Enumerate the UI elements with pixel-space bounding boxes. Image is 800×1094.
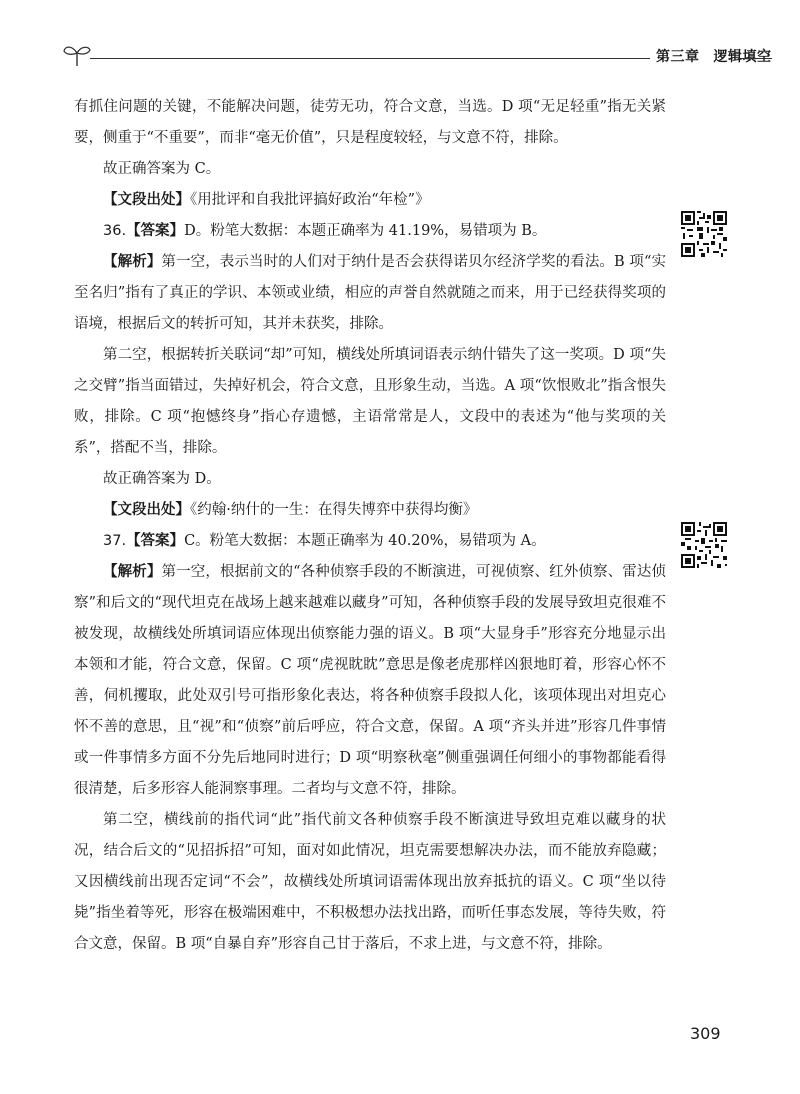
source-text: 《约翰·纳什的一生：在得失博弈中获得均衡》	[190, 502, 478, 518]
analysis-tag: 【解析】	[103, 254, 162, 270]
source-tag: 【文段出处】	[103, 502, 190, 518]
source-text: 《用批评和自我批评搞好政治“年检”》	[190, 192, 430, 208]
question-number: 36.	[103, 223, 127, 239]
header-rule	[90, 58, 650, 59]
answer-text: D。粉笔大数据：本题正确率为 41.19%，易错项为 B。	[184, 223, 547, 239]
paragraph: 有抓住问题的关键，不能解决问题，徒劳无功，符合文意，当选。D 项“无足轻重”指无关紧要，侧重于“不重要”，而非“毫无价值”，只是程度较轻，与文意不符，排除。	[74, 99, 666, 146]
answer-tag: 【答案】	[126, 533, 185, 549]
source-paragraph	[74, 185, 666, 216]
qr-code-icon[interactable]	[681, 522, 727, 568]
answer-text: C。粉笔大数据：本题正确率为 40.20%，易错项为 A。	[184, 533, 546, 549]
chapter-title: 逻辑填空	[713, 49, 772, 65]
running-header	[60, 38, 772, 78]
paragraph: 故正确答案为 D。	[103, 471, 221, 487]
analysis-paragraph	[74, 557, 666, 805]
analysis-paragraph	[74, 247, 666, 340]
paragraph: 第二空，横线前的指代词“此”指代前文各种侦察手段不断演进导致坦克难以藏身的状况，结合后文的“见招拆招”可知，面对如此情况，坦克需要想解决办法，而不能放弃隐藏；又因横线前出现否定词“不会”，故横线处所填词语需体现出放弃抵抗的语义。C 项“坐以待毙”指坐着等死，形容在极端困难中，不积极想办法找出路，而听任事态发展，等待失败，符合文意，保留。B 项“自暴自弃”形容自己甘于落后，不求上进，与文意不符，排除。	[74, 812, 666, 952]
analysis-text: 第一空，表示当时的人们对于纳什是否会获得诺贝尔经济学奖的看法。B 项“实至名归”指有了真正的学识、本领或业绩，相应的声誉自然就随之而来，用于已经获得奖项的语境，根据后文的转折可知，其并未获奖，排除。	[74, 254, 666, 332]
answer-paragraph	[74, 526, 666, 557]
source-paragraph	[74, 495, 666, 526]
page-number: 309	[690, 1024, 721, 1043]
header-rule-right	[738, 58, 772, 59]
sprout-icon	[62, 42, 92, 68]
paragraph: 故正确答案为 C。	[103, 161, 221, 177]
page-body	[74, 92, 666, 960]
answer-tag: 【答案】	[126, 223, 185, 239]
chapter-label	[656, 46, 772, 66]
qr-code-icon[interactable]	[681, 211, 727, 257]
analysis-text: 第一空，根据前文的“各种侦察手段的不断演进，可视侦察、红外侦察、雷达侦察”和后文的“现代坦克在战场上越来越难以藏身”可知，各种侦察手段的发展导致坦克很难不被发现，故横线处所填词语应体现出侦察能力强的语义。B 项“大显身手”形容充分地显示出本领和才能，符合文意，保留。C 项“虎视眈眈”意思是像老虎那样凶狠地盯着，形容心怀不善，伺机攫取，此处双引号可指形象化表达，将各种侦察手段拟人化，该项体现出对坦克心怀不善的意思，且“视”和“侦察”前后呼应，符合文意，保留。A 项“齐头并进”形容几件事情或一件事情多方面不分先后地同时进行；D 项“明察秋毫”侧重强调任何细小的事物都能看得很清楚，后多形容人能洞察事理。二者均与文意不符，排除。	[74, 564, 666, 797]
question-number: 37.	[103, 533, 127, 549]
answer-paragraph	[74, 216, 666, 247]
analysis-tag: 【解析】	[103, 564, 162, 580]
paragraph: 第二空，根据转折关联词“却”可知，横线处所填词语表示纳什错失了这一奖项。D 项“失之交臂”指当面错过，失掉好机会，符合文意，且形象生动，当选。A 项“饮恨败北”指含恨失败，排除。C 项“抱憾终身”指心存遗憾，主语常常是人，文段中的表述为“他与奖项的关系”，搭配不当，排除。	[74, 347, 666, 456]
chapter-number: 第三章	[656, 49, 700, 65]
source-tag: 【文段出处】	[103, 192, 190, 208]
